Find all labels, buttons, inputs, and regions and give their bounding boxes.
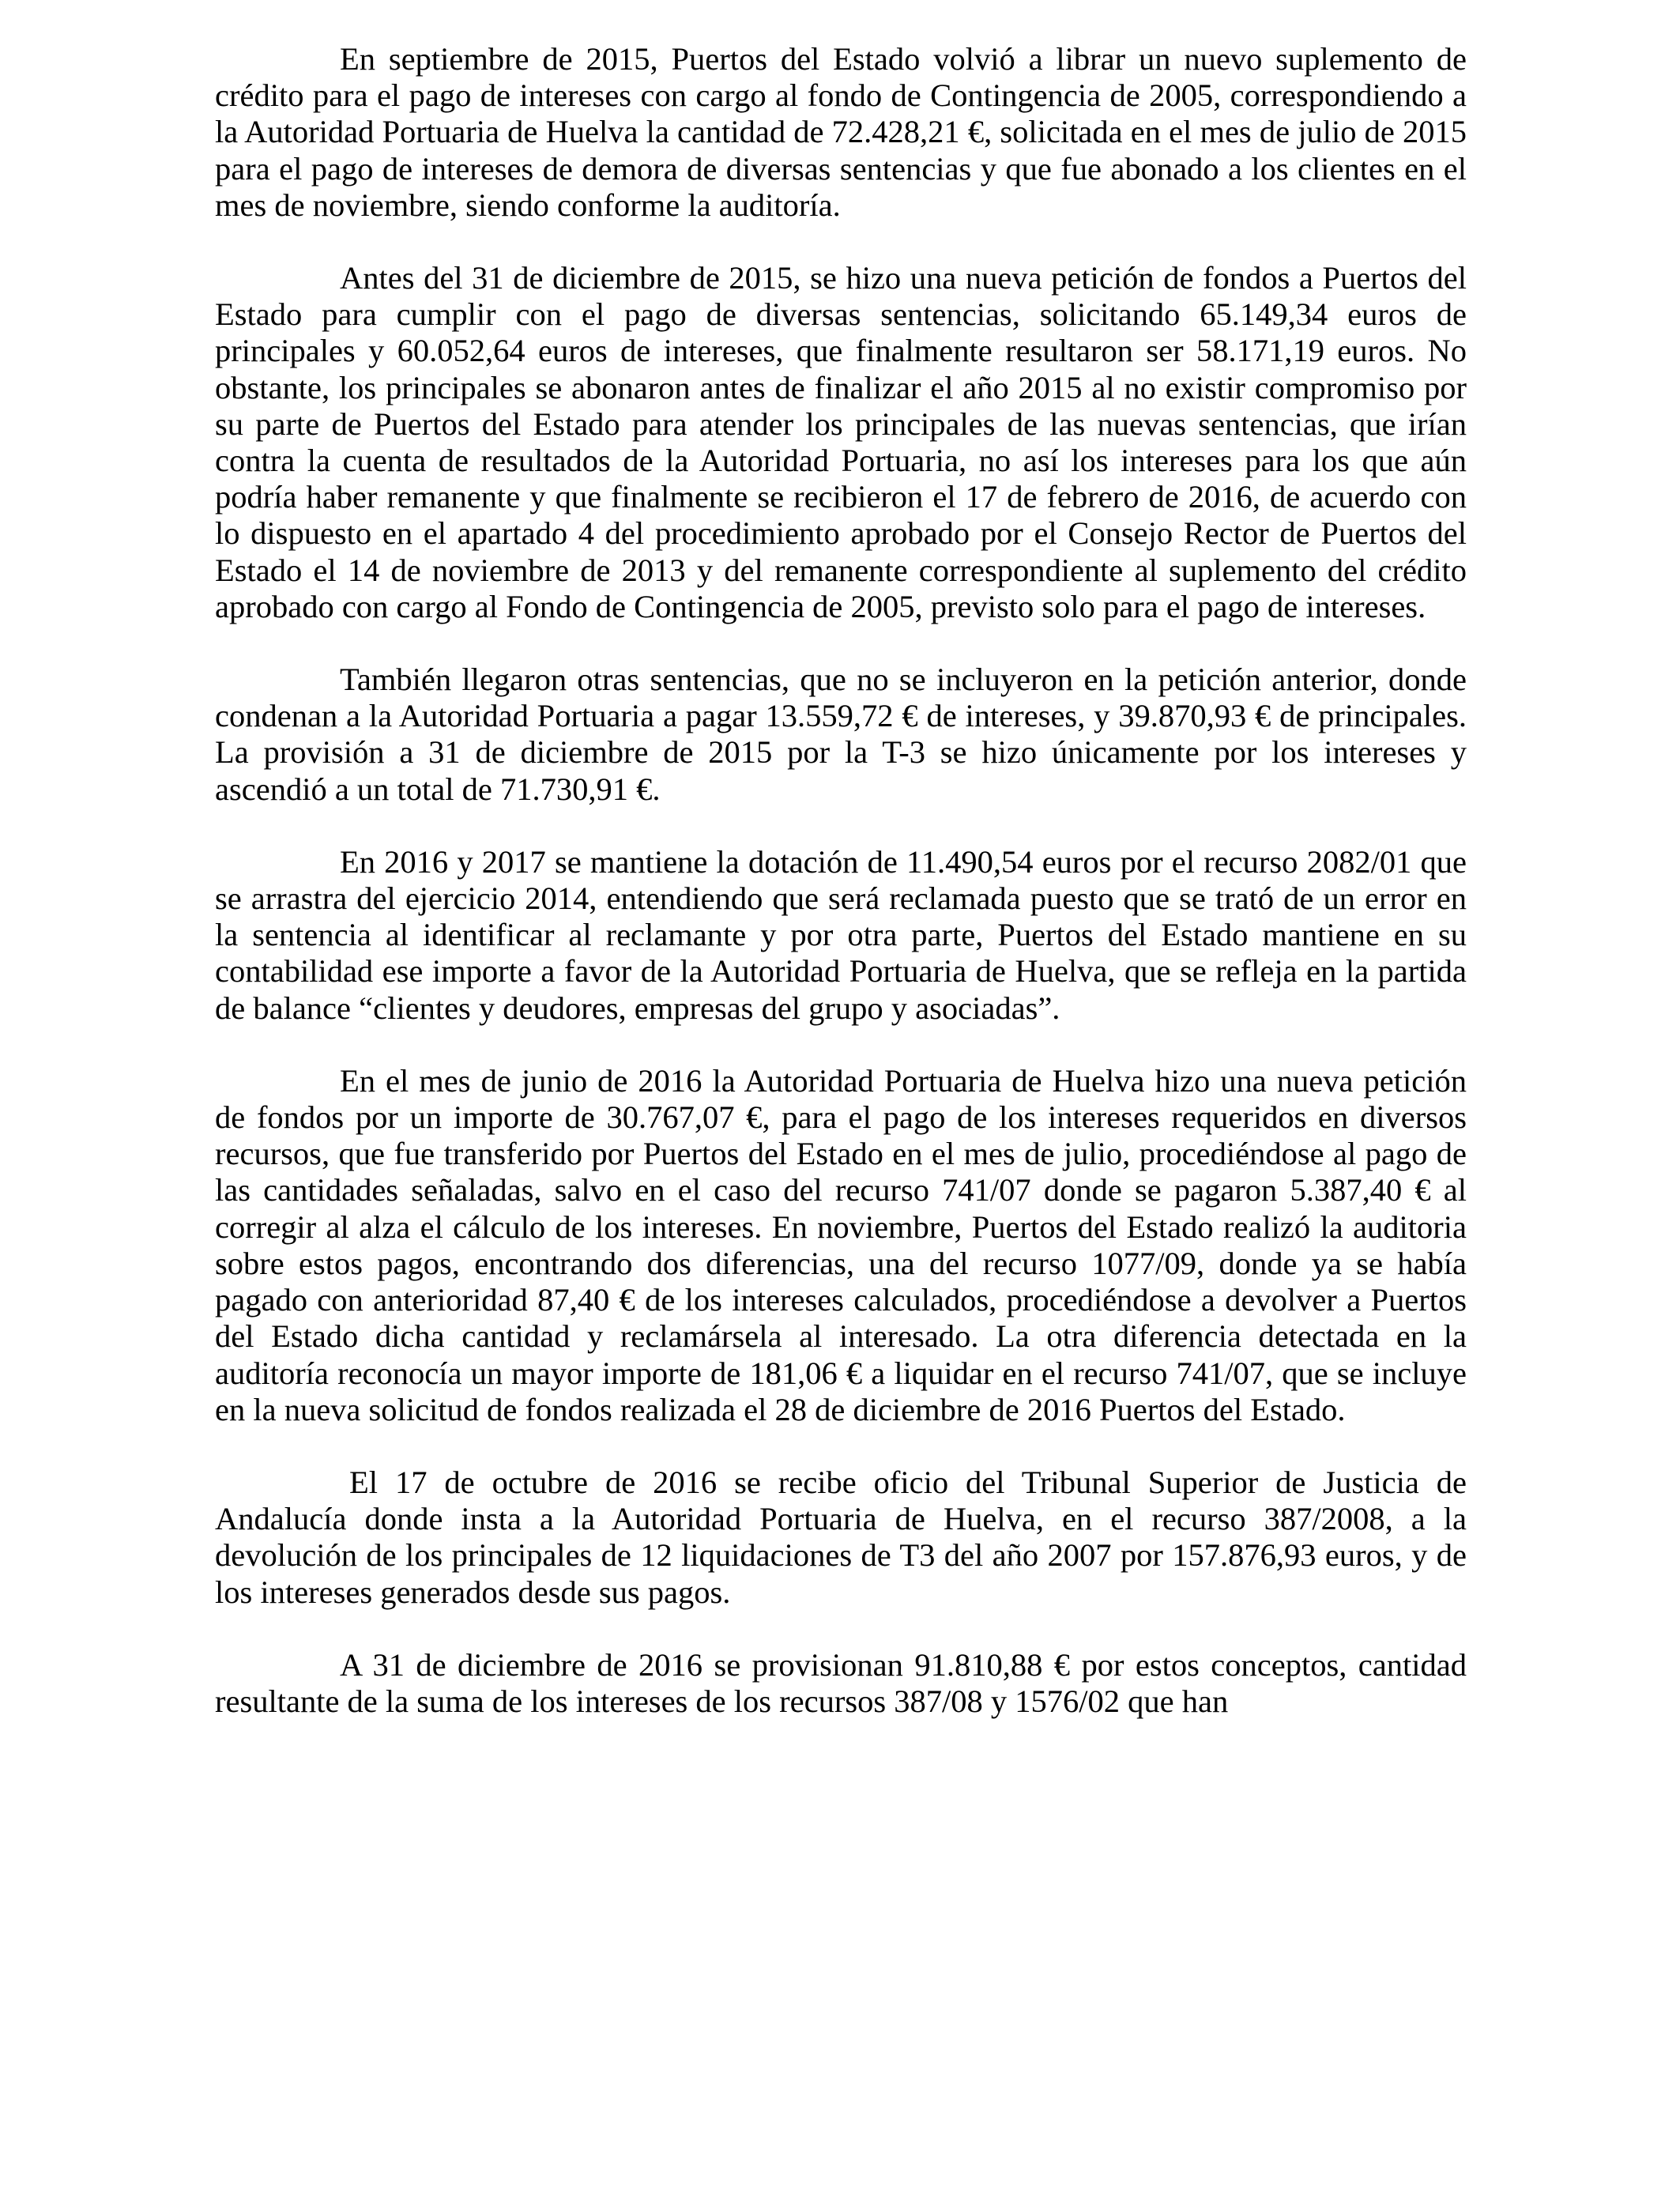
paragraph-5: En el mes de junio de 2016 la Autoridad Portuaria de Huelva hizo una nueva petición de fondos por un importe de 30.767,07 €, para el pago de los intereses requeridos en diversos recursos, que fue transferido por Puertos del Estado en el mes de julio, procediéndose al pago de las cantidades señaladas, salvo en el caso del recurso 741/07 donde se pagaron 5.387,40 € al corregir al alza el cálculo de los intereses. En noviembre, Puertos del Estado realizó la auditoria sobre estos pagos, encontrando dos diferencias, una del recurso 1077/09, donde ya se había pagado con anterioridad 87,40 € de los intereses calculados, procediéndose a devolver a Puertos del Estado dicha cantidad y reclamársela al interesado. La otra diferencia detectada en la auditoría reconocía un mayor importe de 181,06 € a liquidar en el recurso 741/07, que se incluye en la nueva solicitud de fondos realizada el 28 de diciembre de 2016 Puertos del Estado.	[215, 1062, 1467, 1427]
paragraph-6: El 17 de octubre de 2016 se recibe oficio del Tribunal Superior de Justicia de Andalucía donde insta a la Autoridad Portuaria de Huelva, en el recurso 387/2008, a la devolución de los principales de 12 liquidaciones de T3 del año 2007 por 157.876,93 euros, y de los intereses generados desde sus pagos.	[215, 1464, 1467, 1610]
paragraph-2: Antes del 31 de diciembre de 2015, se hizo una nueva petición de fondos a Puertos del Estado para cumplir con el pago de diversas sentencias, solicitando 65.149,34 euros de principales y 60.052,64 euros de intereses, que finalmente resultaron ser 58.171,19 euros. No obstante, los principales se abonaron antes de finalizar el año 2015 al no existir compromiso por su parte de Puertos del Estado para atender los principales de las nuevas sentencias, que irían contra la cuenta de resultados de la Autoridad Portuaria, no así los intereses para los que aún podría haber remanente y que finalmente se recibieron el 17 de febrero de 2016, de acuerdo con lo dispuesto en el apartado 4 del procedimiento aprobado por el Consejo Rector de Puertos del Estado el 14 de noviembre de 2013 y del remanente correspondiente al suplemento del crédito aprobado con cargo al Fondo de Contingencia de 2005, previsto solo para el pago de intereses.	[215, 260, 1467, 624]
paragraph-3: También llegaron otras sentencias, que no se incluyeron en la petición anterior, donde condenan a la Autoridad Portuaria a pagar 13.559,72 € de intereses, y 39.870,93 € de principales. La provisión a 31 de diciembre de 2015 por la T-3 se hizo únicamente por los intereses y ascendió a un total de 71.730,91 €.	[215, 662, 1467, 807]
paragraph-4: En 2016 y 2017 se mantiene la dotación de 11.490,54 euros por el recurso 2082/01 que se arrastra del ejercicio 2014, entendiendo que será reclamada puesto que se trató de un error en la sentencia al identificar al reclamante y por otra parte, Puertos del Estado mantiene en su contabilidad ese importe a favor de la Autoridad Portuaria de Huelva, que se refleja en la partida de balance “clientes y deudores, empresas del grupo y asociadas”.	[215, 843, 1467, 1026]
document-page	[215, 41, 1467, 1756]
paragraph-1: En septiembre de 2015, Puertos del Estado volvió a librar un nuevo suplemento de crédito para el pago de intereses con cargo al fondo de Contingencia de 2005, correspondiendo a la Autoridad Portuaria de Huelva la cantidad de 72.428,21 €, solicitada en el mes de julio de 2015 para el pago de intereses de demora de diversas sentencias y que fue abonado a los clientes en el mes de noviembre, siendo conforme la auditoría.	[215, 41, 1467, 223]
paragraph-7: A 31 de diciembre de 2016 se provisionan 91.810,88 € por estos conceptos, cantidad resultante de la suma de los intereses de los recursos 387/08 y 1576/02 que han	[215, 1646, 1467, 1719]
